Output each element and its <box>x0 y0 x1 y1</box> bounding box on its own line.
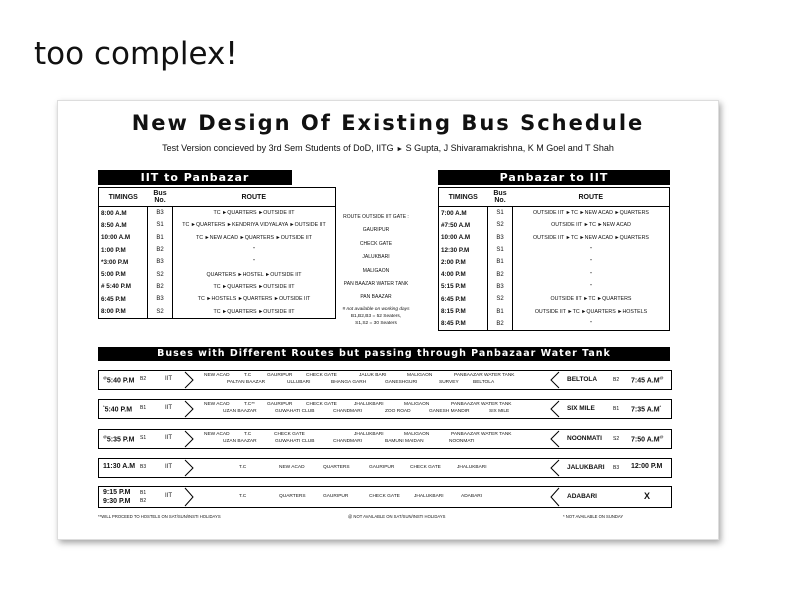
iit-to-panbazar-table <box>98 187 336 319</box>
table-row <box>439 281 670 293</box>
route: " <box>590 271 592 278</box>
stops: NEW ACAD T.C** GAURIPUR CHECK GATE JHALUKBARI MALIGAON PANBAAZAR WATER TANK UZAN BAAZAR GUWAHATI CLUB CHANDMARI ZOO ROAD GANESH MANDIR SIX MILE <box>204 402 512 414</box>
destination: BELTOLA <box>567 376 598 383</box>
route-row <box>98 429 672 449</box>
origin: IIT <box>165 493 172 499</box>
bus-no: S2 <box>488 219 513 231</box>
timing: 10:00 A.M <box>99 232 148 244</box>
table-row <box>99 256 336 268</box>
table-row <box>439 232 670 244</box>
timing: 10:00 A.M <box>439 232 488 244</box>
route: OUTSIDE IIT ►TC ►QUARTERS <box>550 296 632 303</box>
list-item: PAN BAAZAR WATER TANK <box>343 280 409 287</box>
table-row <box>439 244 670 256</box>
col-route: ROUTE <box>173 188 336 207</box>
iit-to-panbazar-heading: IIT to Panbazar <box>98 170 292 185</box>
route: TC ►QUARTERS ►OUTSIDE IIT <box>213 308 295 315</box>
table-row <box>99 207 336 220</box>
col-timings: TIMINGS <box>99 188 148 207</box>
route: QUARTERS ►HOSTEL ►OUTSIDE IIT <box>206 271 302 278</box>
table-row <box>99 305 336 318</box>
chevron-left-icon <box>549 459 561 477</box>
chevron-left-icon <box>549 487 561 507</box>
schedule-subtitle <box>58 143 718 153</box>
table-row <box>439 318 670 331</box>
route: TC ►QUARTERS ►OUTSIDE IIT <box>213 283 295 290</box>
bus-no: B3 <box>148 207 173 220</box>
timing: 8:15 P.M <box>439 305 488 317</box>
note-52-seaters: B1,B2,B3 = 52 Seaters, <box>350 314 402 319</box>
bus-no: B2 <box>148 281 173 293</box>
timing: 4:00 P.M <box>439 268 488 280</box>
stops: T.C NEW ACAD QUARTERS GAURIPUR CHECK GATE JHALUKBARI <box>239 465 487 470</box>
subtitle-right: S Gupta, J Shivaramakrishna, K M Goel and T Shah <box>405 143 614 153</box>
bus-no: S2 <box>148 305 173 318</box>
bus-no: B3 <box>140 464 147 470</box>
outside-gate-route-list <box>326 211 426 305</box>
table-row <box>99 293 336 305</box>
footnote-sunday: * NOT AVAILABLE ON SUNDAY <box>563 514 624 519</box>
panbazar-to-iit-table <box>438 187 670 331</box>
chevron-right-icon <box>183 430 195 448</box>
schedule-title: New Design Of Existing Bus Schedule <box>131 111 645 135</box>
bus-no: S2 <box>488 293 513 305</box>
bus-no: S2 <box>148 268 173 280</box>
table-row <box>99 219 336 231</box>
route: OUTSIDE IIT ►TC ►NEW ACAD ►QUARTERS <box>533 210 649 217</box>
list-item: GAURIPUR <box>362 227 390 234</box>
timing: 8:50 A.M <box>99 219 148 231</box>
timing: # 5:40 P.M <box>99 281 148 293</box>
departure-time: 11:30 A.M <box>103 463 136 470</box>
chevron-right-icon <box>183 487 195 507</box>
schedule-sheet <box>57 100 719 540</box>
stops: NEW ACAD T.C CHECK GATE JHALUKBARI MALIGAON PANBAAZAR WATER TANK UZAN BAAZAR GUWAHATI CLUB CHANDMARI BAMUNI MAIDAN NOONMATI <box>204 432 512 444</box>
bus-no: S1 <box>488 244 513 256</box>
route: OUTSIDE IIT ►TC ►NEW ACAD <box>551 222 631 229</box>
return-time: 7:35 A.M* <box>631 404 662 414</box>
bus-no: S1 <box>488 207 513 220</box>
bus-no: B1 <box>488 256 513 268</box>
departure-time: *5:40 P.M <box>103 404 133 414</box>
timing: 8:00 A.M <box>99 207 148 220</box>
bus-no: B2 <box>488 318 513 331</box>
timing: 8:45 P.M <box>439 318 488 331</box>
route: " <box>590 320 592 327</box>
return-time: 7:45 A.M@ <box>631 375 664 385</box>
origin: IIT <box>165 376 172 382</box>
bus-no: B3 <box>148 256 173 268</box>
route: OUTSIDE IIT ►TC ►QUARTERS ►HOSTELS <box>534 308 648 315</box>
timing: 5:15 P.M <box>439 281 488 293</box>
return-bus-no: S2 <box>613 436 620 442</box>
timing: 6:45 P.M <box>439 293 488 305</box>
timing: 7:00 A.M <box>439 207 488 220</box>
water-tank-heading: Buses with Different Routes but passing through Panbazaar Water Tank <box>98 347 670 361</box>
col-bus: Bus No. <box>488 188 513 207</box>
origin: IIT <box>165 464 172 470</box>
timing: 1:00 P.M <box>99 244 148 256</box>
return-time: X <box>644 491 651 501</box>
route-row <box>98 458 672 478</box>
route: TC ►QUARTERS ►OUTSIDE IIT <box>213 210 295 217</box>
footnote-hostels: **WILL PROCEED TO HOSTELS ON SAT/SUN/INSTI HOLIDAYS <box>98 514 221 519</box>
list-item: JALUKBARI <box>362 254 390 261</box>
col-bus: Bus No. <box>148 188 173 207</box>
table-row <box>99 232 336 244</box>
timing: 5:00 P.M <box>99 268 148 280</box>
timing: #7:50 A.M <box>439 219 488 231</box>
table-row <box>439 268 670 280</box>
route-row <box>98 370 672 390</box>
route: TC ►QUARTERS ►KENDRIYA VIDYALAYA ►OUTSIDE IIT <box>182 222 326 229</box>
chevron-left-icon <box>549 430 561 448</box>
bus-no: S1 <box>140 435 147 441</box>
arrow-right-icon: ► <box>396 146 404 153</box>
bus-no: B3 <box>488 232 513 244</box>
list-item: CHECK GATE <box>359 240 393 247</box>
footnote-holidays: @ NOT AVAILABLE ON SAT/SUN/INSTI HOLIDAYS <box>348 514 446 519</box>
route: TC ►NEW ACAD ►QUARTERS ►OUTSIDE IIT <box>196 234 312 241</box>
bus-no: B2 <box>488 268 513 280</box>
chevron-left-icon <box>549 371 561 389</box>
departure-time: 9:15 P.M 9:30 P.M <box>103 489 131 505</box>
bus-no: B1 <box>488 305 513 317</box>
return-bus-no: B1 <box>613 406 620 412</box>
destination: SIX MILE <box>567 405 595 412</box>
departure-time: @5:40 P.M <box>103 375 135 385</box>
route: " <box>253 259 255 266</box>
route-row <box>98 486 672 508</box>
chevron-left-icon <box>549 400 561 418</box>
destination: JALUKBARI <box>567 464 605 471</box>
route-row <box>98 399 672 419</box>
table-row <box>439 207 670 220</box>
table-row <box>99 268 336 280</box>
timing: 12:30 P.M <box>439 244 488 256</box>
bus-no: B1 <box>140 405 147 411</box>
route: " <box>590 259 592 266</box>
destination: NOONMATI <box>567 435 602 442</box>
chevron-right-icon <box>183 459 195 477</box>
return-bus-no: B3 <box>613 465 620 471</box>
route: " <box>253 247 255 254</box>
stops: T.C QUARTERS GAURIPUR CHECK GATE JHALUKBARI ADABARI <box>239 494 483 499</box>
seater-note <box>326 306 426 327</box>
chevron-right-icon <box>183 400 195 418</box>
return-bus-no: B2 <box>613 377 620 383</box>
route: OUTSIDE IIT ►TC ►NEW ACAD ►QUARTERS <box>533 234 649 241</box>
return-time: 7:50 A.M@ <box>631 434 664 444</box>
bus-no: S1 <box>148 219 173 231</box>
col-route: ROUTE <box>513 188 670 207</box>
note-working-days: # not available on working days <box>342 307 410 312</box>
table-row <box>99 244 336 256</box>
bus-no: B2 <box>140 376 147 382</box>
table-row <box>439 219 670 231</box>
stops: NEW ACAD T.C GAURIPUR CHECK GATE JALUK BARI MALIGAON PANBAAZAR WATER TANK PALTAN BAAZAR ULLUBARI BHANGA GARH GANESHGURI SURVEY BELTOLA <box>204 373 515 385</box>
route: " <box>590 247 592 254</box>
table-row <box>439 256 670 268</box>
table-row <box>439 293 670 305</box>
table-row <box>439 305 670 317</box>
bus-no: B1 B2 <box>140 490 147 504</box>
return-time: 12:00 P.M <box>631 463 663 470</box>
list-item: MALIGAON <box>362 267 390 274</box>
timing: 2:00 P.M <box>439 256 488 268</box>
bus-no: B3 <box>488 281 513 293</box>
table-row <box>99 281 336 293</box>
note-30-seaters: S1,S2 = 30 Seaters <box>355 321 397 326</box>
origin: IIT <box>165 435 172 441</box>
list-item: ROUTE OUTSIDE IIT GATE : <box>343 214 409 220</box>
list-item: PAN BAAZAR <box>360 294 392 301</box>
panbazar-to-iit-heading: Panbazar to IIT <box>438 170 670 185</box>
timing: 6:45 P.M <box>99 293 148 305</box>
bus-no: B1 <box>148 232 173 244</box>
timing: 8:00 P.M <box>99 305 148 318</box>
bus-no: B3 <box>148 293 173 305</box>
destination: ADABARI <box>567 493 597 500</box>
slide-title: too complex! <box>34 36 238 72</box>
departure-time: @5:35 P.M <box>103 434 135 444</box>
col-timings: TIMINGS <box>439 188 488 207</box>
timing: *3:00 P.M <box>99 256 148 268</box>
chevron-right-icon <box>183 371 195 389</box>
route: " <box>590 283 592 290</box>
route: TC ►HOSTELS ►QUARTERS ►OUTSIDE IIT <box>197 296 311 303</box>
subtitle-left: Test Version concieved by 3rd Sem Students of DoD, IITG <box>162 143 394 153</box>
bus-no: B2 <box>148 244 173 256</box>
origin: IIT <box>165 405 172 411</box>
